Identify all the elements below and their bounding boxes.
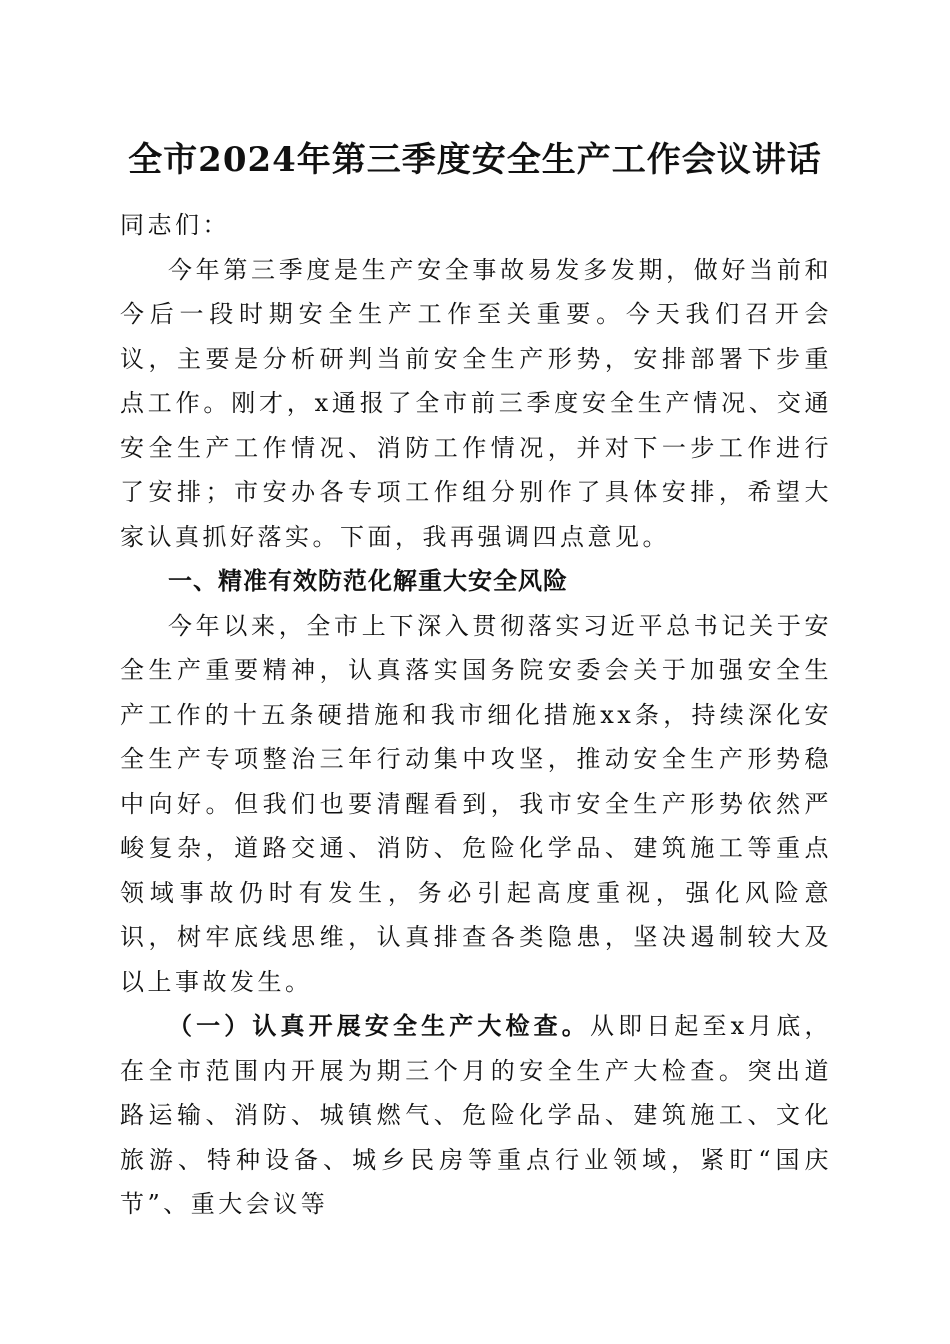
- subsection-text-1: 从即日起至x月底，在全市范围内开展为期三个月的安全生产大检查。突出道路运输、消防、城镇燃气、危险化学品、建筑施工、文化旅游、特种设备、城乡民房等重点行业领域，紧盯“国庆节”、重大会议等: [120, 1012, 832, 1218]
- intro-paragraph: 今年第三季度是生产安全事故易发多发期，做好当前和今后一段时期安全生产工作至关重要。今天我们召开会议，主要是分析研判当前安全生产形势，安排部署下步重点工作。刚才，x通报了全市前三季度安全生产情况、交通安全生产工作情况、消防工作情况，并对下一步工作进行了安排；市安办各专项工作组分别作了具体安排，希望大家认真抓好落实。下面，我再强调四点意见。: [120, 255, 832, 551]
- document-body: [120, 203, 832, 1227]
- section-heading-1: 一、精准有效防范化解重大安全风险: [168, 567, 568, 595]
- document-title: 全市2024年第三季度安全生产工作会议讲话: [128, 140, 822, 180]
- salutation: 同志们：: [120, 211, 230, 239]
- section-paragraph-1: 今年以来，全市上下深入贯彻落实习近平总书记关于安全生产重要精神，认真落实国务院安委会关于加强安全生产工作的十五条硬措施和我市细化措施xx条，持续深化安全生产专项整治三年行动集中攻坚，推动安全生产形势稳中向好。但我们也要清醒看到，我市安全生产形势依然严峻复杂，道路交通、消防、危险化学品、建筑施工等重点领域事故仍时有发生，务必引起高度重视，强化风险意识，树牢底线思维，认真排查各类隐患，坚决遏制较大及以上事故发生。: [120, 611, 832, 996]
- subsection-paragraph-1: [120, 1004, 832, 1227]
- subsection-heading-1: （一）认真开展安全生产大检查。: [168, 1011, 590, 1040]
